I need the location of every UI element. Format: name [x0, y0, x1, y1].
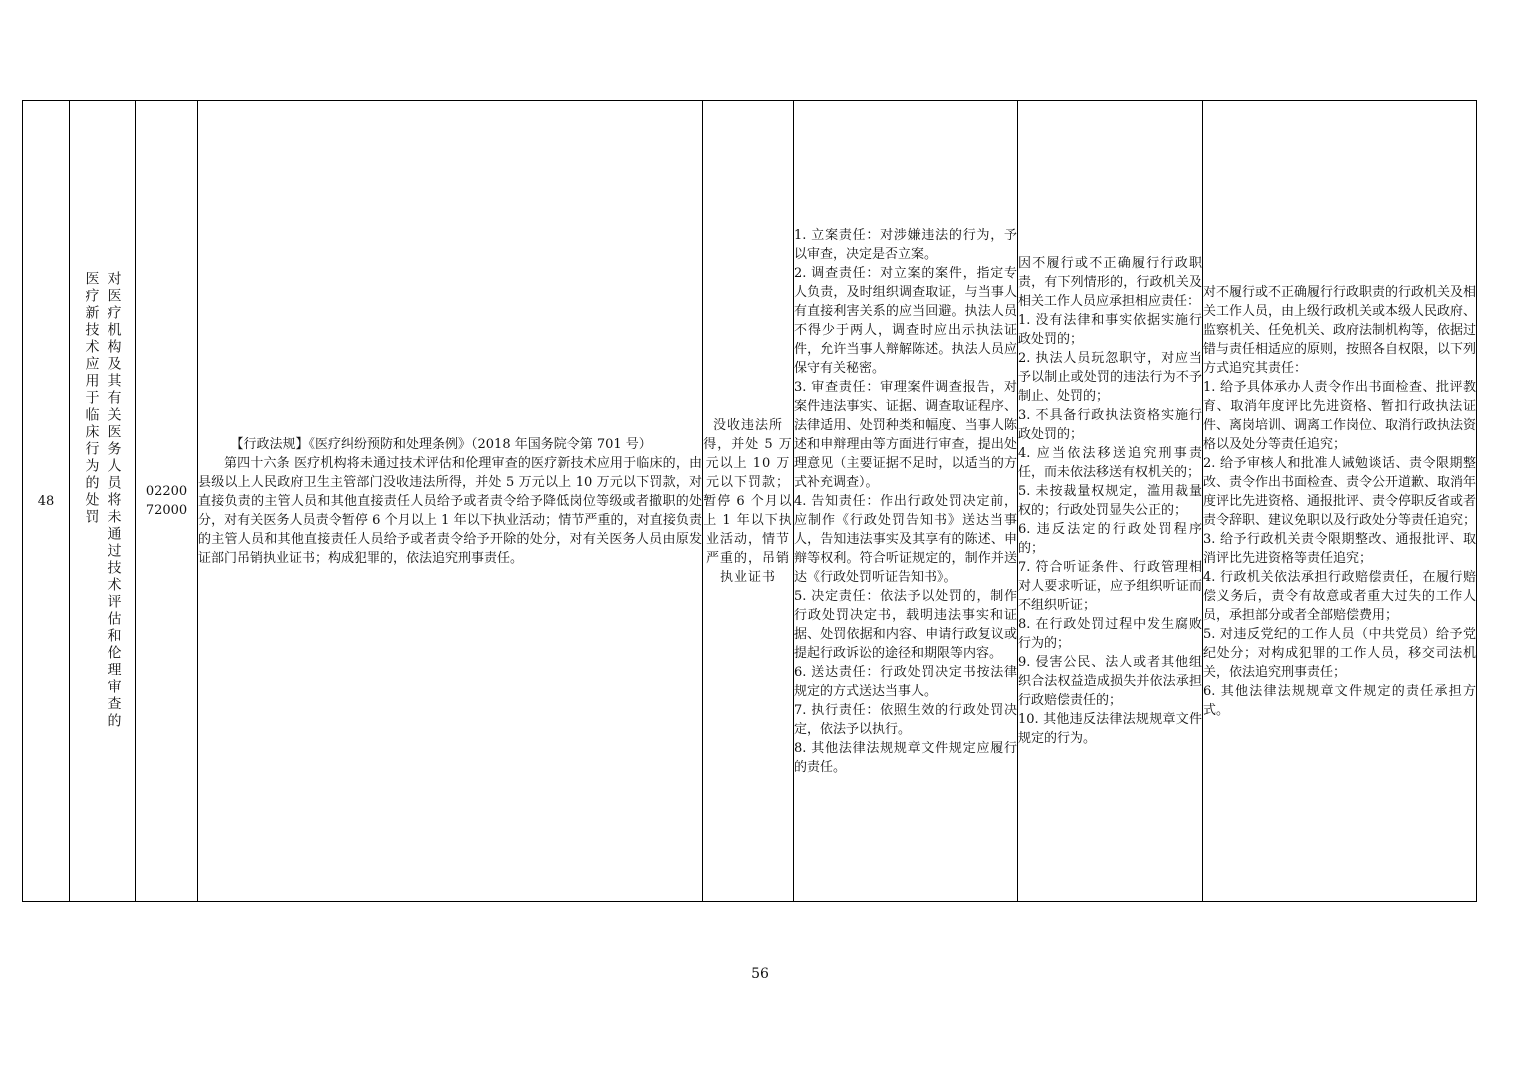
duty-item: 7. 执行责任：依照生效的行政处罚决定，依法予以执行。: [794, 702, 1017, 737]
penalty-text: 没收违法所得，并处 5 万元以上 10 万元以下罚款；暂停 6 个月以上 1 年以下执业活动，情节严重的，吊销执业证书: [703, 417, 793, 585]
accountability-item: 3. 不具备行政执法资格实施行政处罚的；: [1018, 408, 1202, 442]
remedy-item: 5. 对违反党纪的工作人员（中共党员）给予党纪处分；对构成犯罪的工作人员，移交司法机关，依法追究刑事责任；: [1203, 626, 1476, 680]
duty-item: 6. 送达责任：行政处罚决定书按法律规定的方式送达当事人。: [794, 664, 1017, 699]
penalty-cell: [703, 101, 794, 902]
accountability-item: 1. 没有法律和事实依据实施行政处罚的；: [1018, 313, 1202, 347]
remedy-item: 对不履行或不正确履行行政职责的行政机关及相关工作人员，由上级行政机关或本级人民政府、监察机关、任免机关、政府法制机构等，依据过错与责任相适应的原则，按照各自权限，以下列方式追究其责任：: [1203, 284, 1477, 376]
legal-basis-cell: [198, 101, 703, 902]
remedy-item: 3. 给予行政机关责令限期整改、通报批评、取消评比先进资格等责任追究；: [1203, 531, 1476, 566]
accountability-item: 7. 符合听证条件、行政管理相对人要求听证，应予组织听证而不组织听证；: [1018, 560, 1202, 613]
duty-item: 4. 告知责任：作出行政处罚决定前，应制作《行政处罚告知书》送达当事人，告知违法事实及其享有的陈述、申辩等权利。符合听证规定的，制作并送达《行政处罚听证告知书》。: [794, 493, 1017, 585]
accountability-item: 8. 在行政处罚过程中发生腐败行为的；: [1018, 617, 1202, 651]
item-code-line1: 02200: [145, 484, 188, 499]
accountability-item: 2. 执法人员玩忽职守，对应当予以制止或处罚的违法行为不予制止、处罚的；: [1018, 351, 1202, 404]
remedy-cell: [1203, 101, 1477, 902]
item-name-cell: [70, 101, 136, 902]
remedy-item: 4. 行政机关依法承担行政赔偿责任，在履行赔偿义务后，责令有故意或者重大过失的工作人员，承担部分或者全部赔偿费用；: [1203, 569, 1476, 623]
power-list-table: [22, 100, 1477, 902]
accountability-item: 4. 应当依法移送追究刑事责任，而未依法移送有权机关的；: [1018, 446, 1202, 480]
duty-item: 3. 审查责任：审理案件调查报告，对案件违法事实、证据、调查取证程序、法律适用、处罚种类和幅度、当事人陈述和申辩理由等方面进行审查，提出处理意见（主要证据不足时，以适当的方式补充调查）。: [794, 379, 1017, 490]
accountability-item: 5. 未按裁量权规定，滥用裁量权的；行政处罚显失公正的；: [1018, 484, 1202, 518]
remedy-item: 6. 其他法律法规规章文件规定的责任承担方式。: [1203, 683, 1476, 718]
accountability-item: 因不履行或不正确履行行政职责，有下列情形的，行政机关及相关工作人员应承担相应责任：: [1018, 256, 1202, 309]
legal-basis-article: 第四十六条 医疗机构将未通过技术评估和伦理审查的医疗新技术应用于临床的，由县级以上人民政府卫生主管部门没收违法所得，并处 5 万元以上 10 万元以下罚款，对直接负责的主管人员和其他直接责任人员给予或者责令给予降低岗位等级或者撤职的处分，对有关医务人员责令暂停 6 个月以上 1 年以下执业活动；情节严重的，对直接负责的主管人员和其他直接责任人员给予或者责令给予开除的处分，对有关医务人员由原发证部门吊销执业证书；构成犯罪的，依法追究刑事责任。: [198, 455, 702, 566]
duty-item: 1. 立案责任：对涉嫌违法的行为，予以审查，决定是否立案。: [794, 227, 1017, 262]
duty-cell: [794, 101, 1018, 902]
item-code-cell: [136, 101, 198, 902]
table-row: [23, 101, 1477, 902]
accountability-cell: [1018, 101, 1203, 902]
duty-item: 8. 其他法律法规规章文件规定应履行的责任。: [794, 740, 1017, 775]
item-code-line2: 72000: [145, 503, 188, 518]
duty-item: 5. 决定责任：依法予以处罚的，制作行政处罚决定书，载明违法事实和证据、处罚依据和内容、申请行政复议或提起行政诉讼的途径和期限等内容。: [794, 588, 1017, 661]
accountability-item: 10. 其他违反法律法规规章文件规定的行为。: [1018, 712, 1202, 746]
seq-cell: [23, 101, 70, 902]
accountability-item: 9. 侵害公民、法人或者其他组织合法权益造成损失并依法承担行政赔偿责任的；: [1018, 655, 1202, 708]
seq-number: 48: [37, 493, 55, 509]
remedy-item: 1. 给予具体承办人责令作出书面检查、批评教育、取消年度评比先进资格、暂扣行政执法证件、离岗培训、调离工作岗位、取消行政执法资格以及处分等责任追究；: [1203, 379, 1477, 452]
duty-item: 2. 调查责任：对立案的案件，指定专人负责，及时组织调查取证，与当事人有直接利害关系的应当回避。执法人员不得少于两人，调查时应出示执法证件，允许当事人辩解陈述。执法人员应保守有关秘密。: [794, 265, 1017, 376]
accountability-item: 6. 违反法定的行政处罚程序的；: [1018, 522, 1202, 556]
item-name: 对医疗机构及其有关医务人员将未通过技术评估和伦理审查的医疗新技术应用于临床行为的处罚: [83, 271, 122, 730]
legal-basis-heading: 【行政法规】《医疗纠纷预防和处理条例》（2018 年国务院令第 701 号）: [230, 436, 652, 452]
page-number: 56: [751, 966, 769, 982]
remedy-item: 2. 给予审核人和批准人诫勉谈话、责令限期整改、责令作出书面检查、责令公开道歉、取消年度评比先进资格、通报批评、责令停职反省或者责令辞职、建议免职以及行政处分等责任追究；: [1203, 455, 1477, 528]
